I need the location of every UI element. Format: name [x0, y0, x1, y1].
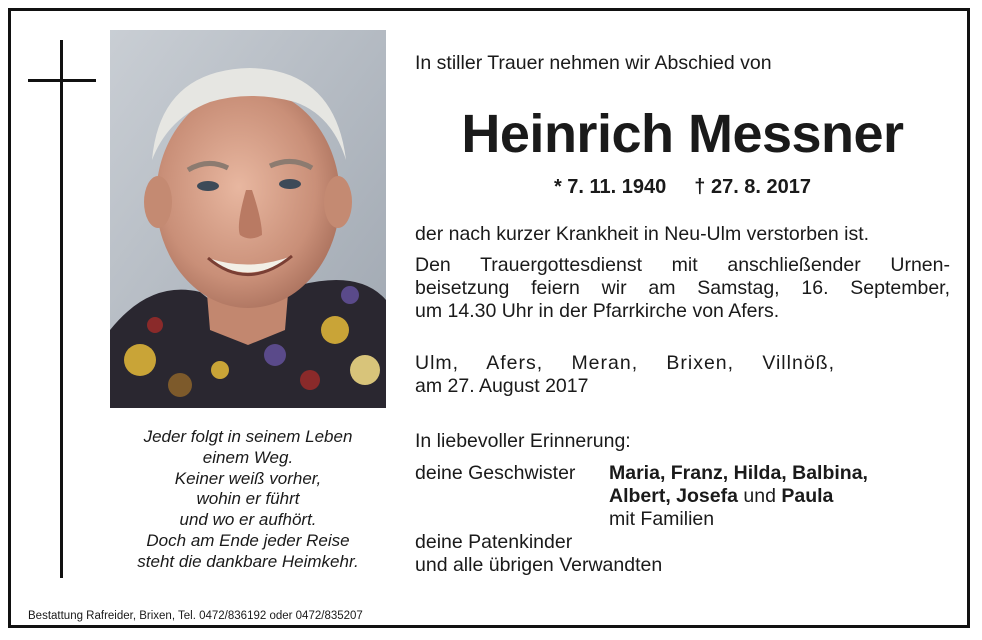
- cross-horizontal-bar: [28, 79, 96, 82]
- intro-text: In stiller Trauer nehmen wir Abschied von: [415, 52, 772, 74]
- places-line: Ulm, Afers, Meran, Brixen, Villnöß,: [415, 352, 835, 374]
- birth-date: * 7. 11. 1940: [553, 176, 667, 198]
- service-line: um 14.30 Uhr in der Pfarrkirche von Afers.: [415, 300, 780, 322]
- quote-line: Doch am Ende jeder Reise: [146, 530, 350, 550]
- quote-line: einem Weg.: [202, 447, 294, 467]
- quote-line: und wo er aufhört.: [179, 510, 317, 530]
- death-circumstance: der nach kurzer Krankheit in Neu-Ulm verstorben ist.: [415, 223, 870, 245]
- cross-vertical-bar: [60, 40, 63, 578]
- siblings-line: Albert, Josefa: [609, 485, 738, 507]
- quote-line: steht die dankbare Heimkehr.: [137, 551, 359, 571]
- siblings-line: Maria, Franz, Hilda, Balbina,: [609, 462, 868, 484]
- godchildren-line: deine Patenkinder: [415, 531, 573, 553]
- service-line: beisetzung feiern wir am Samstag, 16. September,: [415, 277, 950, 299]
- service-line: Den Trauergottesdienst mit anschließender Urnen-: [415, 254, 950, 276]
- memory-intro: In liebevoller Erinnerung:: [415, 430, 631, 452]
- portrait-photo: [110, 30, 386, 408]
- quote-line: wohin er führt: [196, 489, 300, 509]
- siblings-last: Paula: [781, 485, 834, 507]
- service-announcement: [415, 254, 950, 323]
- relatives-line: und alle übrigen Verwandten: [415, 554, 663, 576]
- life-dates: [415, 176, 950, 199]
- siblings-families: mit Familien: [609, 508, 715, 530]
- date-line: am 27. August 2017: [415, 375, 589, 397]
- siblings-names: [609, 462, 868, 531]
- siblings-label: deine Geschwister: [415, 462, 576, 484]
- deceased-name: Heinrich Messner: [461, 104, 904, 164]
- other-mourners: [415, 531, 662, 577]
- siblings-and: und: [743, 485, 776, 507]
- quote-line: Jeder folgt in seinem Leben: [143, 427, 353, 446]
- death-date: † 27. 8. 2017: [694, 176, 812, 198]
- memorial-quote: [110, 427, 386, 573]
- funeral-home-footer: Bestattung Rafreider, Brixen, Tel. 0472/836192 oder 0472/835207: [28, 610, 363, 622]
- places-and-date: [415, 352, 835, 398]
- quote-line: Keiner weiß vorher,: [174, 468, 322, 488]
